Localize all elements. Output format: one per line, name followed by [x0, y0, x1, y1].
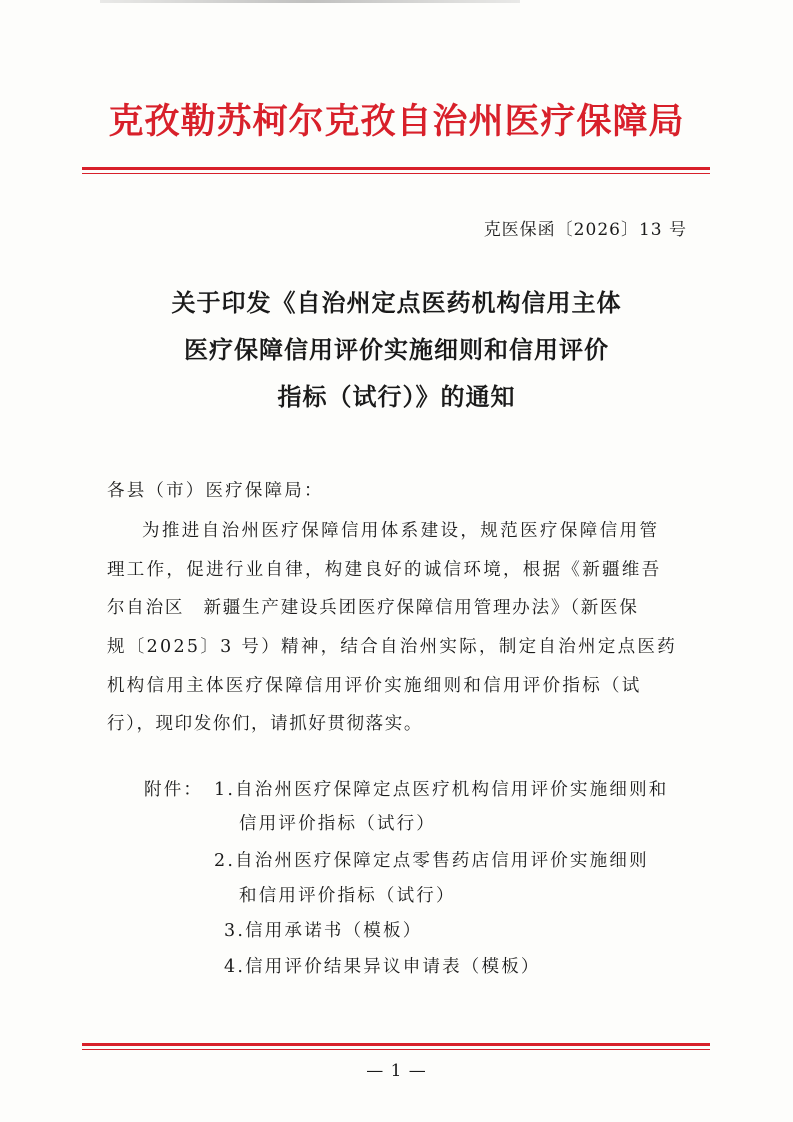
- notice-title-line: 指标（试行）》的通知: [277, 383, 516, 411]
- header-red-rule-thick: [82, 167, 710, 170]
- attachment-item: 2.自治州医疗保障定点零售药店信用评价实施细则: [214, 851, 649, 871]
- footer-red-rule-thick: [82, 1043, 710, 1046]
- attachments-label: 附件：: [144, 780, 204, 800]
- attachment-item-continuation: 信用评价指标（试行）: [239, 814, 436, 834]
- header-red-rule-thin: [82, 173, 710, 174]
- body-paragraph-line: 为推进自治州医疗保障信用体系建设，规范医疗保障信用管: [142, 521, 660, 541]
- page-number: — 1 —: [366, 1061, 427, 1081]
- attachment-item: 3.信用承诺书（模板）: [224, 921, 423, 941]
- body-paragraph-line: 机构信用主体医疗保障信用评价实施细则和信用评价指标（试: [107, 676, 642, 696]
- notice-title-line: 关于印发《自治州定点医药机构信用主体: [171, 289, 622, 317]
- notice-title-line: 医疗保障信用评价实施细则和信用评价: [184, 336, 609, 364]
- document-number: 克医保函〔2026〕13 号: [483, 220, 687, 240]
- body-paragraph-line: 行），现印发你们，请抓好贯彻落实。: [107, 714, 423, 734]
- attachment-item-continuation: 和信用评价指标（试行）: [239, 886, 456, 906]
- attachment-item: 1.自治州医疗保障定点医疗机构信用评价实施细则和: [214, 780, 669, 800]
- body-paragraph-line: 规〔2025〕3 号）精神，结合自治州实际，制定自治州定点医药: [107, 637, 678, 657]
- body-paragraph-line: 理工作，促进行业自律，构建良好的诚信环境，根据《新疆维吾: [107, 560, 662, 580]
- body-paragraph-line: 尔自治区 新疆生产建设兵团医疗保障信用管理办法》（新医保: [107, 598, 639, 618]
- scan-edge-mark: [100, 0, 520, 3]
- attachment-item: 4.信用评价结果异议申请表（模板）: [224, 957, 541, 977]
- footer-red-rule-thin: [82, 1049, 710, 1050]
- agency-title: 克孜勒苏柯尔克孜自治州医疗保障局: [108, 101, 685, 142]
- salutation: 各县（市）医疗保障局：: [107, 481, 324, 501]
